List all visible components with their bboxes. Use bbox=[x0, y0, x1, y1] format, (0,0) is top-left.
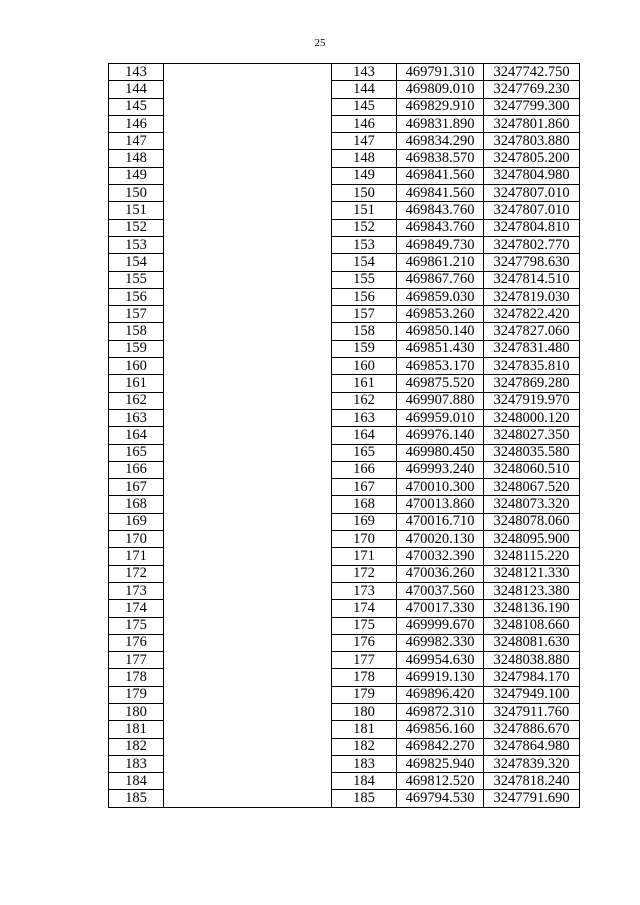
blank-cell bbox=[164, 167, 332, 184]
x-coordinate-cell: 469849.730 bbox=[397, 236, 484, 253]
blank-cell bbox=[164, 600, 332, 617]
left-point-number-cell: 172 bbox=[109, 565, 164, 582]
table-row bbox=[109, 133, 580, 150]
point-number-cell: 160 bbox=[332, 358, 397, 375]
x-coordinate-cell: 469841.560 bbox=[397, 167, 484, 184]
blank-cell bbox=[164, 392, 332, 409]
left-point-number-cell: 180 bbox=[109, 703, 164, 720]
blank-cell bbox=[164, 115, 332, 132]
y-coordinate-cell: 3248081.630 bbox=[484, 634, 580, 651]
page-number: 25 bbox=[314, 37, 326, 49]
y-coordinate-cell: 3247814.510 bbox=[484, 271, 580, 288]
y-coordinate-cell: 3248078.060 bbox=[484, 513, 580, 530]
table-row bbox=[109, 669, 580, 686]
y-coordinate-cell: 3247819.030 bbox=[484, 288, 580, 305]
point-number-cell: 179 bbox=[332, 686, 397, 703]
point-number-cell: 146 bbox=[332, 115, 397, 132]
table-row bbox=[109, 409, 580, 426]
table-row bbox=[109, 340, 580, 357]
table-row bbox=[109, 548, 580, 565]
y-coordinate-cell: 3248123.380 bbox=[484, 582, 580, 599]
table-row bbox=[109, 444, 580, 461]
left-point-number-cell: 148 bbox=[109, 150, 164, 167]
x-coordinate-cell: 469841.560 bbox=[397, 185, 484, 202]
left-point-number-cell: 144 bbox=[109, 81, 164, 98]
point-number-cell: 174 bbox=[332, 600, 397, 617]
y-coordinate-cell: 3247803.880 bbox=[484, 133, 580, 150]
left-point-number-cell: 183 bbox=[109, 755, 164, 772]
y-coordinate-cell: 3247804.810 bbox=[484, 219, 580, 236]
blank-cell bbox=[164, 652, 332, 669]
point-number-cell: 152 bbox=[332, 219, 397, 236]
point-number-cell: 149 bbox=[332, 167, 397, 184]
left-point-number-cell: 164 bbox=[109, 427, 164, 444]
table-row bbox=[109, 790, 580, 807]
left-point-number-cell: 168 bbox=[109, 496, 164, 513]
x-coordinate-cell: 469954.630 bbox=[397, 652, 484, 669]
y-coordinate-cell: 3247804.980 bbox=[484, 167, 580, 184]
x-coordinate-cell: 469993.240 bbox=[397, 461, 484, 478]
blank-cell bbox=[164, 755, 332, 772]
left-point-number-cell: 149 bbox=[109, 167, 164, 184]
left-point-number-cell: 163 bbox=[109, 409, 164, 426]
left-point-number-cell: 146 bbox=[109, 115, 164, 132]
x-coordinate-cell: 469896.420 bbox=[397, 686, 484, 703]
blank-cell bbox=[164, 773, 332, 790]
x-coordinate-cell: 469853.170 bbox=[397, 358, 484, 375]
blank-cell bbox=[164, 98, 332, 115]
table-row bbox=[109, 81, 580, 98]
coordinates-table bbox=[108, 63, 580, 808]
blank-cell bbox=[164, 340, 332, 357]
point-number-cell: 156 bbox=[332, 288, 397, 305]
table-row bbox=[109, 721, 580, 738]
y-coordinate-cell: 3248038.880 bbox=[484, 652, 580, 669]
point-number-cell: 155 bbox=[332, 271, 397, 288]
table-row bbox=[109, 306, 580, 323]
table-row bbox=[109, 652, 580, 669]
left-point-number-cell: 166 bbox=[109, 461, 164, 478]
x-coordinate-cell: 469843.760 bbox=[397, 202, 484, 219]
table-row bbox=[109, 271, 580, 288]
blank-cell bbox=[164, 444, 332, 461]
point-number-cell: 170 bbox=[332, 531, 397, 548]
y-coordinate-cell: 3248000.120 bbox=[484, 409, 580, 426]
x-coordinate-cell: 469843.760 bbox=[397, 219, 484, 236]
point-number-cell: 164 bbox=[332, 427, 397, 444]
point-number-cell: 184 bbox=[332, 773, 397, 790]
table-row bbox=[109, 219, 580, 236]
blank-cell bbox=[164, 513, 332, 530]
left-point-number-cell: 174 bbox=[109, 600, 164, 617]
blank-cell bbox=[164, 323, 332, 340]
x-coordinate-cell: 470013.860 bbox=[397, 496, 484, 513]
table-row bbox=[109, 755, 580, 772]
left-point-number-cell: 184 bbox=[109, 773, 164, 790]
table-row bbox=[109, 236, 580, 253]
y-coordinate-cell: 3248108.660 bbox=[484, 617, 580, 634]
blank-cell bbox=[164, 531, 332, 548]
blank-cell bbox=[164, 548, 332, 565]
point-number-cell: 182 bbox=[332, 738, 397, 755]
y-coordinate-cell: 3247791.690 bbox=[484, 790, 580, 807]
y-coordinate-cell: 3247984.170 bbox=[484, 669, 580, 686]
x-coordinate-cell: 469875.520 bbox=[397, 375, 484, 392]
point-number-cell: 145 bbox=[332, 98, 397, 115]
table-row bbox=[109, 254, 580, 271]
y-coordinate-cell: 3247798.630 bbox=[484, 254, 580, 271]
table-row bbox=[109, 496, 580, 513]
x-coordinate-cell: 470037.560 bbox=[397, 582, 484, 599]
left-point-number-cell: 155 bbox=[109, 271, 164, 288]
x-coordinate-cell: 469838.570 bbox=[397, 150, 484, 167]
blank-cell bbox=[164, 236, 332, 253]
x-coordinate-cell: 469976.140 bbox=[397, 427, 484, 444]
left-point-number-cell: 158 bbox=[109, 323, 164, 340]
blank-cell bbox=[164, 565, 332, 582]
left-point-number-cell: 152 bbox=[109, 219, 164, 236]
x-coordinate-cell: 469907.880 bbox=[397, 392, 484, 409]
y-coordinate-cell: 3247822.420 bbox=[484, 306, 580, 323]
point-number-cell: 171 bbox=[332, 548, 397, 565]
y-coordinate-cell: 3247818.240 bbox=[484, 773, 580, 790]
x-coordinate-cell: 469825.940 bbox=[397, 755, 484, 772]
x-coordinate-cell: 469812.520 bbox=[397, 773, 484, 790]
y-coordinate-cell: 3247886.670 bbox=[484, 721, 580, 738]
left-point-number-cell: 171 bbox=[109, 548, 164, 565]
left-point-number-cell: 150 bbox=[109, 185, 164, 202]
point-number-cell: 148 bbox=[332, 150, 397, 167]
point-number-cell: 175 bbox=[332, 617, 397, 634]
blank-cell bbox=[164, 738, 332, 755]
blank-cell bbox=[164, 81, 332, 98]
blank-cell bbox=[164, 461, 332, 478]
blank-cell bbox=[164, 634, 332, 651]
left-point-number-cell: 179 bbox=[109, 686, 164, 703]
left-point-number-cell: 162 bbox=[109, 392, 164, 409]
table-row bbox=[109, 773, 580, 790]
point-number-cell: 169 bbox=[332, 513, 397, 530]
point-number-cell: 163 bbox=[332, 409, 397, 426]
point-number-cell: 185 bbox=[332, 790, 397, 807]
blank-cell bbox=[164, 479, 332, 496]
table-row bbox=[109, 461, 580, 478]
blank-cell bbox=[164, 721, 332, 738]
left-point-number-cell: 153 bbox=[109, 236, 164, 253]
y-coordinate-cell: 3248027.350 bbox=[484, 427, 580, 444]
x-coordinate-cell: 469809.010 bbox=[397, 81, 484, 98]
left-point-number-cell: 143 bbox=[109, 64, 164, 81]
left-point-number-cell: 154 bbox=[109, 254, 164, 271]
x-coordinate-cell: 469982.330 bbox=[397, 634, 484, 651]
table-row bbox=[109, 115, 580, 132]
y-coordinate-cell: 3248115.220 bbox=[484, 548, 580, 565]
point-number-cell: 165 bbox=[332, 444, 397, 461]
y-coordinate-cell: 3247801.860 bbox=[484, 115, 580, 132]
table-row bbox=[109, 427, 580, 444]
table-row bbox=[109, 358, 580, 375]
left-point-number-cell: 185 bbox=[109, 790, 164, 807]
left-point-number-cell: 178 bbox=[109, 669, 164, 686]
y-coordinate-cell: 3248067.520 bbox=[484, 479, 580, 496]
point-number-cell: 177 bbox=[332, 652, 397, 669]
x-coordinate-cell: 469834.290 bbox=[397, 133, 484, 150]
point-number-cell: 180 bbox=[332, 703, 397, 720]
table-row bbox=[109, 686, 580, 703]
y-coordinate-cell: 3247807.010 bbox=[484, 202, 580, 219]
x-coordinate-cell: 469851.430 bbox=[397, 340, 484, 357]
table-row bbox=[109, 392, 580, 409]
table-row bbox=[109, 185, 580, 202]
y-coordinate-cell: 3247864.980 bbox=[484, 738, 580, 755]
y-coordinate-cell: 3247769.230 bbox=[484, 81, 580, 98]
left-point-number-cell: 169 bbox=[109, 513, 164, 530]
table-row bbox=[109, 634, 580, 651]
left-point-number-cell: 177 bbox=[109, 652, 164, 669]
x-coordinate-cell: 470032.390 bbox=[397, 548, 484, 565]
table-row bbox=[109, 150, 580, 167]
table-row bbox=[109, 167, 580, 184]
point-number-cell: 150 bbox=[332, 185, 397, 202]
blank-cell bbox=[164, 703, 332, 720]
left-point-number-cell: 159 bbox=[109, 340, 164, 357]
blank-cell bbox=[164, 202, 332, 219]
table-row bbox=[109, 703, 580, 720]
left-point-number-cell: 170 bbox=[109, 531, 164, 548]
y-coordinate-cell: 3247869.280 bbox=[484, 375, 580, 392]
x-coordinate-cell: 469872.310 bbox=[397, 703, 484, 720]
blank-cell bbox=[164, 306, 332, 323]
y-coordinate-cell: 3247807.010 bbox=[484, 185, 580, 202]
y-coordinate-cell: 3247911.760 bbox=[484, 703, 580, 720]
point-number-cell: 168 bbox=[332, 496, 397, 513]
table-row bbox=[109, 202, 580, 219]
x-coordinate-cell: 469859.030 bbox=[397, 288, 484, 305]
x-coordinate-cell: 469791.310 bbox=[397, 64, 484, 81]
x-coordinate-cell: 469829.910 bbox=[397, 98, 484, 115]
blank-cell bbox=[164, 496, 332, 513]
y-coordinate-cell: 3247805.200 bbox=[484, 150, 580, 167]
point-number-cell: 143 bbox=[332, 64, 397, 81]
left-point-number-cell: 182 bbox=[109, 738, 164, 755]
blank-cell bbox=[164, 271, 332, 288]
blank-cell bbox=[164, 288, 332, 305]
table-row bbox=[109, 565, 580, 582]
x-coordinate-cell: 470036.260 bbox=[397, 565, 484, 582]
point-number-cell: 154 bbox=[332, 254, 397, 271]
left-point-number-cell: 176 bbox=[109, 634, 164, 651]
y-coordinate-cell: 3247919.970 bbox=[484, 392, 580, 409]
x-coordinate-cell: 469842.270 bbox=[397, 738, 484, 755]
y-coordinate-cell: 3248095.900 bbox=[484, 531, 580, 548]
y-coordinate-cell: 3247835.810 bbox=[484, 358, 580, 375]
x-coordinate-cell: 470010.300 bbox=[397, 479, 484, 496]
left-point-number-cell: 175 bbox=[109, 617, 164, 634]
blank-cell bbox=[164, 427, 332, 444]
table-row bbox=[109, 288, 580, 305]
point-number-cell: 157 bbox=[332, 306, 397, 323]
x-coordinate-cell: 469794.530 bbox=[397, 790, 484, 807]
x-coordinate-cell: 470020.130 bbox=[397, 531, 484, 548]
left-point-number-cell: 167 bbox=[109, 479, 164, 496]
y-coordinate-cell: 3247839.320 bbox=[484, 755, 580, 772]
table-row bbox=[109, 582, 580, 599]
left-point-number-cell: 151 bbox=[109, 202, 164, 219]
x-coordinate-cell: 469919.130 bbox=[397, 669, 484, 686]
x-coordinate-cell: 470017.330 bbox=[397, 600, 484, 617]
point-number-cell: 178 bbox=[332, 669, 397, 686]
x-coordinate-cell: 469980.450 bbox=[397, 444, 484, 461]
y-coordinate-cell: 3248073.320 bbox=[484, 496, 580, 513]
table-row bbox=[109, 98, 580, 115]
point-number-cell: 176 bbox=[332, 634, 397, 651]
y-coordinate-cell: 3247831.480 bbox=[484, 340, 580, 357]
blank-cell bbox=[164, 617, 332, 634]
blank-cell bbox=[164, 358, 332, 375]
blank-cell bbox=[164, 219, 332, 236]
x-coordinate-cell: 469867.760 bbox=[397, 271, 484, 288]
y-coordinate-cell: 3248136.190 bbox=[484, 600, 580, 617]
blank-cell bbox=[164, 133, 332, 150]
y-coordinate-cell: 3247827.060 bbox=[484, 323, 580, 340]
table-row bbox=[109, 738, 580, 755]
point-number-cell: 181 bbox=[332, 721, 397, 738]
point-number-cell: 153 bbox=[332, 236, 397, 253]
blank-cell bbox=[164, 375, 332, 392]
x-coordinate-cell: 470016.710 bbox=[397, 513, 484, 530]
y-coordinate-cell: 3247799.300 bbox=[484, 98, 580, 115]
point-number-cell: 159 bbox=[332, 340, 397, 357]
left-point-number-cell: 173 bbox=[109, 582, 164, 599]
y-coordinate-cell: 3247802.770 bbox=[484, 236, 580, 253]
table-row bbox=[109, 617, 580, 634]
point-number-cell: 172 bbox=[332, 565, 397, 582]
table-row bbox=[109, 479, 580, 496]
blank-cell bbox=[164, 64, 332, 81]
left-point-number-cell: 160 bbox=[109, 358, 164, 375]
blank-cell bbox=[164, 254, 332, 271]
x-coordinate-cell: 469999.670 bbox=[397, 617, 484, 634]
x-coordinate-cell: 469856.160 bbox=[397, 721, 484, 738]
point-number-cell: 167 bbox=[332, 479, 397, 496]
left-point-number-cell: 157 bbox=[109, 306, 164, 323]
table-row bbox=[109, 323, 580, 340]
y-coordinate-cell: 3248121.330 bbox=[484, 565, 580, 582]
point-number-cell: 151 bbox=[332, 202, 397, 219]
y-coordinate-cell: 3247949.100 bbox=[484, 686, 580, 703]
point-number-cell: 173 bbox=[332, 582, 397, 599]
y-coordinate-cell: 3247742.750 bbox=[484, 64, 580, 81]
point-number-cell: 166 bbox=[332, 461, 397, 478]
x-coordinate-cell: 469853.260 bbox=[397, 306, 484, 323]
blank-cell bbox=[164, 582, 332, 599]
table-row bbox=[109, 600, 580, 617]
blank-cell bbox=[164, 150, 332, 167]
table-row bbox=[109, 531, 580, 548]
y-coordinate-cell: 3248060.510 bbox=[484, 461, 580, 478]
point-number-cell: 161 bbox=[332, 375, 397, 392]
left-point-number-cell: 147 bbox=[109, 133, 164, 150]
coordinates-table-body bbox=[109, 64, 580, 808]
blank-cell bbox=[164, 790, 332, 807]
x-coordinate-cell: 469861.210 bbox=[397, 254, 484, 271]
point-number-cell: 158 bbox=[332, 323, 397, 340]
blank-cell bbox=[164, 409, 332, 426]
table-row bbox=[109, 513, 580, 530]
left-point-number-cell: 156 bbox=[109, 288, 164, 305]
point-number-cell: 183 bbox=[332, 755, 397, 772]
x-coordinate-cell: 469959.010 bbox=[397, 409, 484, 426]
left-point-number-cell: 165 bbox=[109, 444, 164, 461]
left-point-number-cell: 161 bbox=[109, 375, 164, 392]
x-coordinate-cell: 469850.140 bbox=[397, 323, 484, 340]
x-coordinate-cell: 469831.890 bbox=[397, 115, 484, 132]
y-coordinate-cell: 3248035.580 bbox=[484, 444, 580, 461]
table-row bbox=[109, 375, 580, 392]
left-point-number-cell: 145 bbox=[109, 98, 164, 115]
table-row bbox=[109, 64, 580, 81]
blank-cell bbox=[164, 185, 332, 202]
blank-cell bbox=[164, 686, 332, 703]
left-point-number-cell: 181 bbox=[109, 721, 164, 738]
point-number-cell: 147 bbox=[332, 133, 397, 150]
blank-cell bbox=[164, 669, 332, 686]
point-number-cell: 144 bbox=[332, 81, 397, 98]
point-number-cell: 162 bbox=[332, 392, 397, 409]
